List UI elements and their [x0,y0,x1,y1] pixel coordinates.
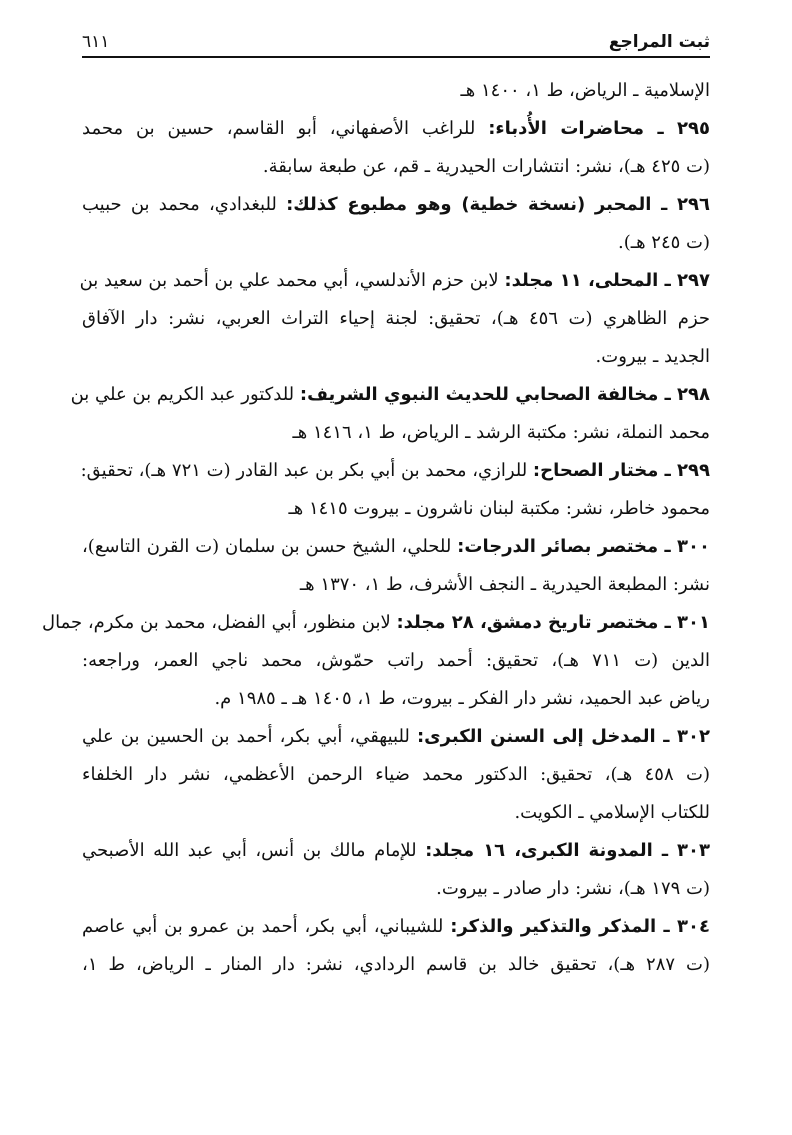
page-number: ٦١١ [82,32,110,52]
text-line [82,642,710,680]
text-line [82,794,710,832]
entry-text: للراغب الأصفهاني، أبو القاسم، حسين بن محمد [82,118,489,139]
entry-title: ٣٠٣ ـ المدونة الكبرى، ١٦ مجلد: [425,840,710,861]
text-line [82,718,710,756]
entry-title: ٣٠٠ ـ مختصر بصائر الدرجات: [457,536,710,557]
text-line [82,528,710,566]
entry-text: (ت ٢٤٥ هـ). [618,232,710,253]
entry-title: ٣٠٢ ـ المدخل إلى السنن الكبرى: [416,726,710,747]
entry-text: (ت ٢٨٧ هـ)، تحقيق خالد بن قاسم الردادي، نشر: دار المنار ـ الرياض، ط ١، [82,954,710,975]
entry-title: ٢٩٨ ـ مخالفة الصحابي للحديث النبوي الشريف: [299,384,710,405]
text-line [79,262,710,300]
text-line [82,832,710,870]
header-rule [82,56,710,58]
entry-text: للحلي، الشيخ حسن بن سلمان (ت القرن التاسع)، [82,536,458,557]
entry-text: للإمام مالك بن أنس، أبي عبد الله الأصبحي [82,840,426,861]
text-line [82,566,710,604]
entry-text: الدين (ت ٧١١ هـ)، تحقيق: أحمد راتب حمّوش، محمد ناجي العمر، وراجعه: [82,650,710,671]
text-line [42,604,710,642]
text-line [82,756,710,794]
text-line [82,680,710,718]
entry-text: الإسلامية ـ الرياض، ط ١، ١٤٠٠ هـ [460,80,710,101]
text-line [82,452,710,490]
entry-text: (ت ١٧٩ هـ)، نشر: دار صادر ـ بيروت. [436,878,710,899]
text-line [82,946,710,984]
entry-text: (ت ٤٢٥ هـ)، نشر: انتشارات الحيدرية ـ قم، عن طبعة سابقة. [262,156,710,177]
entry-text: للشيباني، أبي بكر، أحمد بن عمرو بن أبي عاصم [82,916,451,937]
running-header [82,28,710,58]
entry-text: محمود خاطر، نشر: مكتبة لبنان ناشرون ـ بيروت ١٤١٥ هـ [288,498,710,519]
entry-text: للبيهقي، أبي بكر، أحمد بن الحسين بن علي [82,726,417,747]
entry-title: ٢٩٧ ـ المحلى، ١١ مجلد: [504,270,710,291]
text-line [82,870,710,908]
entry-title: ٣٠١ ـ مختصر تاريخ دمشق، ٢٨ مجلد: [396,612,710,633]
text-line [82,224,710,262]
entry-title: ٣٠٤ ـ المذكر والتذكير والذكر: [450,916,710,937]
text-line [82,414,710,452]
entry-text: لابن منظور، أبي الفضل، محمد بن مكرم، جمال [42,612,397,633]
text-line [82,72,710,110]
entry-text: للرازي، محمد بن أبي بكر بن عبد القادر (ت ٧٢١ هـ)، تحقيق: [80,460,533,481]
text-line [82,110,710,148]
text-line [82,338,710,376]
entry-title: ٢٩٥ ـ محاضرات الأُدباء: [488,118,710,139]
entry-text: لابن حزم الأندلسي، أبي محمد علي بن أحمد بن سعيد بن [79,270,505,291]
entry-text: حزم الظاهري (ت ٤٥٦ هـ)، تحقيق: لجنة إحياء التراث العربي، نشر: دار الآفاق [82,308,711,329]
entry-text: (ت ٤٥٨ هـ)، تحقيق: الدكتور محمد ضياء الرحمن الأعظمي، نشر دار الخلفاء [82,764,710,785]
text-line [82,300,710,338]
text-line [82,186,710,224]
entry-text: للدكتور عبد الكريم بن علي بن [70,384,300,405]
running-title: ثبت المراجع [608,32,710,52]
text-line [82,148,710,186]
entry-text: للبغدادي، محمد بن حبيب [82,194,287,215]
text-line [82,490,710,528]
text-line [70,376,710,414]
entry-title: ٢٩٦ ـ المحبر (نسخة خطية) وهو مطبوع كذلك: [286,194,710,215]
entry-text: محمد النملة، نشر: مكتبة الرشد ـ الرياض، ط ١، ١٤١٦ هـ [292,422,710,443]
entry-text: رياض عبد الحميد، نشر دار الفكر ـ بيروت، ط ١، ١٤٠٥ هـ ـ ١٩٨٥ م. [214,688,710,709]
entry-text: الجديد ـ بيروت. [595,346,710,367]
entry-title: ٢٩٩ ـ مختار الصحاح: [532,460,710,481]
bibliography-body [42,72,711,984]
entry-text: للكتاب الإسلامي ـ الكويت. [514,802,710,823]
entry-text: نشر: المطبعة الحيدرية ـ النجف الأشرف، ط ١، ١٣٧٠ هـ [299,574,710,595]
text-line [82,908,710,946]
